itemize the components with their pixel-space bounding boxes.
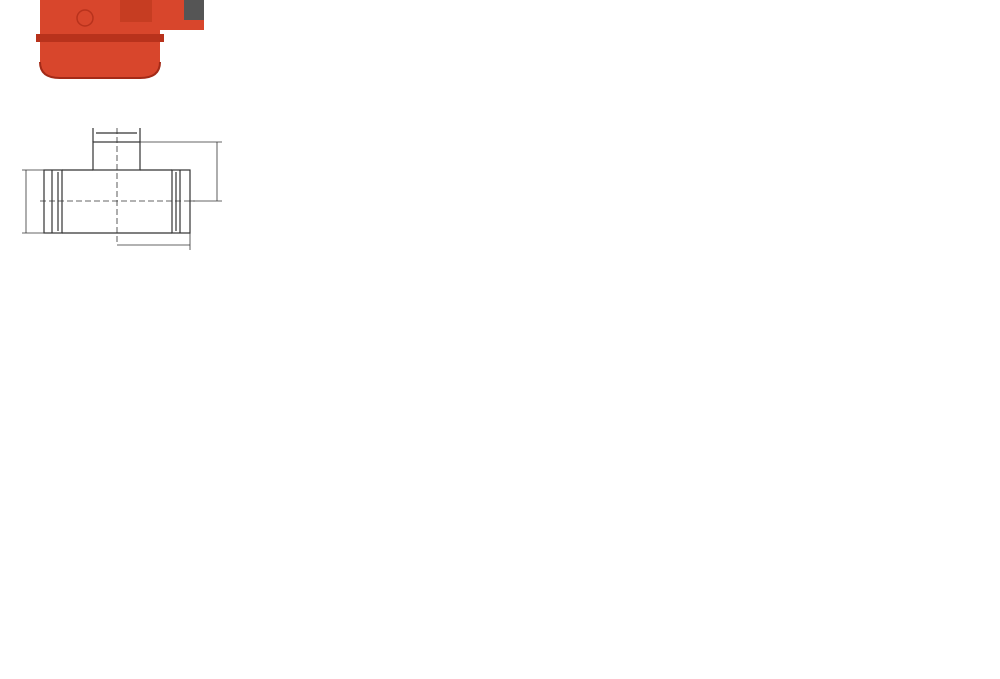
product-image-panel xyxy=(0,0,255,675)
red-tee-photo xyxy=(18,0,248,80)
tee-technical-drawing xyxy=(22,128,222,250)
product-illustration xyxy=(0,0,255,675)
